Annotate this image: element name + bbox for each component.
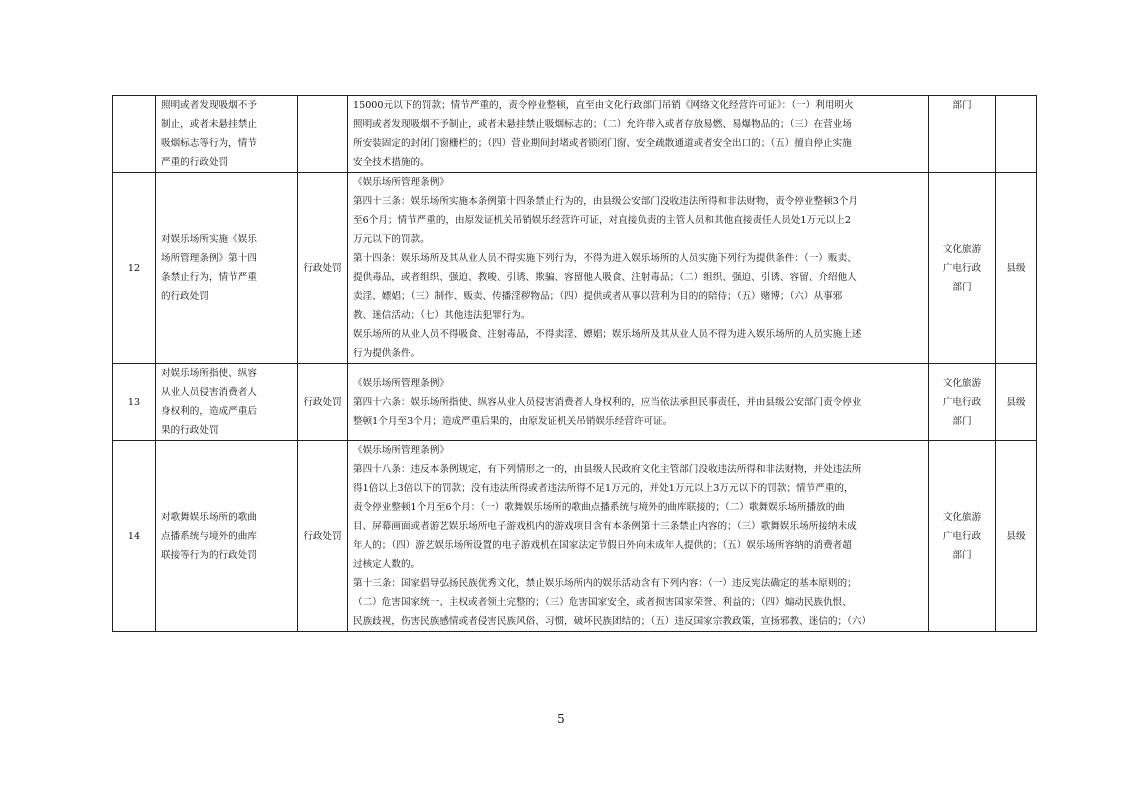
cell-item-type	[298, 96, 348, 173]
cell-item-name	[156, 96, 298, 173]
cell-level: 县级	[996, 364, 1037, 441]
cell-item-number	[113, 96, 156, 173]
item-name-line: 对娱乐场所指使、纵容	[161, 368, 257, 379]
item-name-line: 吸烟标志等行为，情节	[161, 138, 257, 149]
cell-item-number: 14	[113, 441, 156, 632]
item-name-line: 点播系统与境外的曲库	[161, 530, 257, 542]
item-name-line: 照明或者发现吸烟不予	[161, 100, 257, 111]
legal-basis-line: 安全技术措施的。	[353, 157, 430, 168]
enforcement-items-table	[112, 95, 1037, 632]
cell-level: 县级	[996, 441, 1037, 632]
cell-item-type: 行政处罚	[298, 441, 348, 632]
cell-item-name	[156, 173, 298, 364]
legal-basis-line: 第四十八条：违反本条例规定，有下列情形之一的，由县级人民政府文化主管部门没收违法所得和非法财物，并处违法所	[353, 464, 862, 475]
legal-basis-line: 第十四条：娱乐场所及其从业人员不得实施下列行为，不得为进入娱乐场所的人员实施下列行为提供条件：（一）贩卖、	[353, 253, 857, 264]
legal-basis-line: 教、迷信活动；（七）其他违法犯罪行为。	[353, 310, 531, 321]
cell-level	[996, 96, 1037, 173]
department-line: 部门	[952, 281, 972, 293]
table-row	[113, 173, 1037, 364]
item-name-line: 果的行政处罚	[161, 425, 219, 436]
cell-item-number: 12	[113, 173, 156, 364]
cell-legal-basis	[348, 173, 929, 364]
cell-item-type: 行政处罚	[298, 364, 348, 441]
cell-legal-basis	[348, 364, 929, 441]
cell-level: 县级	[996, 173, 1037, 364]
legal-basis-line: 卖淫、嫖娼；（三）制作、贩卖、传播淫秽物品；（四）提供或者从事以营利为目的的陪侍；（五）赌博；（六）从事邪	[353, 291, 843, 302]
table-row	[113, 441, 1037, 632]
page-number: 5	[557, 712, 565, 726]
table-row	[113, 364, 1037, 441]
table-row	[113, 96, 1037, 173]
legal-basis-line: 《娱乐场所管理条例》	[353, 377, 449, 389]
department-line: 广电行政	[942, 530, 982, 542]
cell-department	[929, 364, 996, 441]
legal-basis-line: 年人的；（四）游艺娱乐场所设置的电子游戏机在国家法定节假日外向未成年人提供的；（五）娱乐场所容纳的消费者超	[353, 540, 852, 551]
cell-department	[929, 441, 996, 632]
item-name-line: 联接等行为的行政处罚	[161, 549, 257, 561]
cell-department	[929, 96, 996, 173]
cell-item-name	[156, 364, 298, 441]
department-line: 文化旅游	[942, 511, 982, 523]
legal-basis-line: 责令停业整顿1个月至6个月：（一）歌舞娱乐场所的歌曲点播系统与境外的曲库联接的；（二）歌舞娱乐场所播放的曲	[353, 502, 845, 513]
item-name-line: 制止，或者未悬挂禁止	[161, 119, 257, 130]
legal-basis-line: 提供毒品，或者组织、强迫、教唆、引诱、欺骗、容留他人吸食、注射毒品；（二）组织、强迫、引诱、容留、介绍他人	[353, 272, 857, 283]
item-name-line: 场所管理条例》第十四	[161, 253, 257, 264]
department-line: 部门	[952, 549, 972, 561]
legal-basis-line: 第十三条：国家倡导弘扬民族优秀文化，禁止娱乐场所内的娱乐活动含有下列内容：（一）违反宪法确定的基本原则的；	[353, 578, 857, 589]
legal-basis-line: 照明或者发现吸烟不予制止，或者未悬挂禁止吸烟标志的；（二）允许带入或者存放易燃、易爆物品的；（三）在营业场	[353, 119, 852, 130]
item-name-line: 对歌舞娱乐场所的歌曲	[161, 511, 257, 523]
legal-basis-line: 第四十六条：娱乐场所指使、纵容从业人员侵害消费者人身权利的，应当依法承担民事责任，并由县级公安部门责令停业	[353, 396, 862, 408]
legal-basis-line: 《娱乐场所管理条例》	[353, 445, 449, 456]
cell-item-name	[156, 441, 298, 632]
item-name-line: 身权利的，造成严重后	[161, 406, 257, 417]
legal-basis-line: 第四十三条：娱乐场所实施本条例第十四条禁止行为的，由县级公安部门没收违法所得和非法财物，责令停业整顿3个月	[353, 196, 858, 207]
department-line: 文化旅游	[942, 243, 982, 255]
cell-legal-basis	[348, 441, 929, 632]
cell-item-number: 13	[113, 364, 156, 441]
item-name-line: 对娱乐场所实施《娱乐	[161, 234, 257, 245]
legal-basis-line: 至6个月；情节严重的，由原发证机关吊销娱乐经营许可证，对直接负责的主管人员和其他直接责任人员处1万元以上2	[353, 215, 851, 226]
cell-item-type: 行政处罚	[298, 173, 348, 364]
department-line: 文化旅游	[942, 377, 982, 389]
legal-basis-line: 15000元以下的罚款；情节严重的，责令停业整顿，直至由文化行政部门吊销《网络文化经营许可证》：（一）利用明火	[353, 100, 854, 111]
department-line: 广电行政	[942, 262, 982, 274]
legal-basis-line: 民族歧视，伤害民族感情或者侵害民族风俗、习惯，破坏民族团结的；（五）违反国家宗教政策，宣扬邪教、迷信的；（六）	[353, 616, 872, 627]
item-name-line: 严重的行政处罚	[161, 157, 229, 168]
legal-basis-line: （二）危害国家统一、主权或者领土完整的；（三）危害国家安全，或者损害国家荣誉、利益的；（四）煽动民族仇恨、	[353, 597, 852, 608]
cell-legal-basis	[348, 96, 929, 173]
legal-basis-line: 所安装固定的封闭门窗栅栏的；（四）营业期间封堵或者锁闭门窗、安全疏散通道或者安全出口的；（五）擅自停止实施	[353, 138, 852, 149]
legal-basis-line: 娱乐场所的从业人员不得吸食、注射毒品，不得卖淫、嫖娼；娱乐场所及其从业人员不得为进入娱乐场所的人员实施上述	[353, 329, 862, 340]
legal-basis-line: 万元以下的罚款。	[353, 234, 430, 245]
legal-basis-line: 得1倍以上3倍以下的罚款；没有违法所得或者违法所得不足1万元的，并处1万元以上3万元以下的罚款；情节严重的，	[353, 483, 854, 494]
legal-basis-line: 行为提供条件。	[353, 348, 421, 359]
department-line: 广电行政	[942, 396, 982, 408]
legal-basis-line: 《娱乐场所管理条例》	[353, 177, 449, 188]
department-line: 部门	[952, 100, 972, 111]
legal-basis-line: 目、屏幕画面或者游艺娱乐场所电子游戏机内的游戏项目含有本条例第十三条禁止内容的；（三）歌舞娱乐场所接纳未成	[353, 521, 857, 532]
legal-basis-line: 整顿1个月至3个月；造成严重后果的，由原发证机关吊销娱乐经营许可证。	[353, 415, 673, 427]
item-name-line: 的行政处罚	[161, 291, 209, 302]
item-name-line: 从业人员侵害消费者人	[161, 387, 257, 398]
table-body	[113, 96, 1037, 632]
cell-department	[929, 173, 996, 364]
legal-basis-line: 过核定人数的。	[353, 559, 421, 570]
department-line: 部门	[952, 415, 972, 427]
item-name-line: 条禁止行为，情节严重	[161, 272, 257, 283]
